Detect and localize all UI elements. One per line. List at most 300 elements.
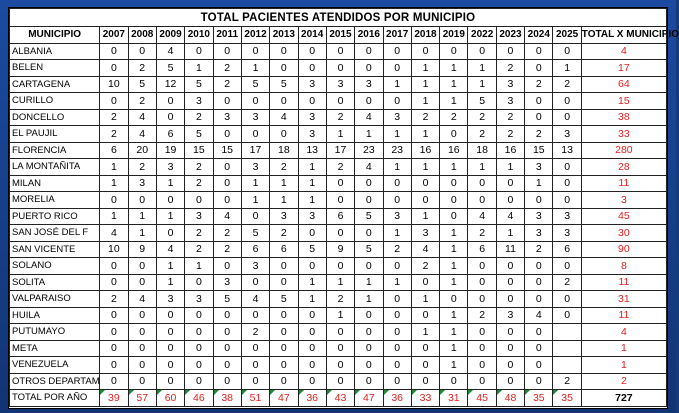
year-value-cell[interactable]: 0	[525, 258, 553, 275]
year-value-cell[interactable]: 2	[525, 241, 553, 258]
year-value-cell[interactable]: 0	[525, 93, 553, 110]
year-value-cell[interactable]: 6	[241, 241, 269, 258]
year-value-cell[interactable]: 0	[298, 373, 326, 390]
year-value-cell[interactable]: 0	[411, 192, 439, 209]
year-value-cell[interactable]: 1	[298, 192, 326, 209]
year-value-cell[interactable]: 0	[156, 93, 184, 110]
year-value-cell[interactable]: 0	[525, 373, 553, 390]
year-value-cell[interactable]: 0	[553, 93, 581, 110]
year-value-cell[interactable]: 2	[100, 126, 128, 143]
year-value-cell[interactable]: 0	[553, 109, 581, 126]
year-value-cell[interactable]: 1	[440, 76, 468, 93]
year-value-cell[interactable]: 0	[553, 307, 581, 324]
year-value-cell[interactable]: 0	[100, 373, 128, 390]
municipio-total-cell[interactable]: 4	[581, 324, 666, 341]
year-value-cell[interactable]: 0	[411, 175, 439, 192]
year-value-cell[interactable]: 0	[383, 43, 411, 60]
year-value-cell[interactable]: 3	[185, 291, 213, 308]
year-value-cell[interactable]: 1	[440, 225, 468, 242]
year-value-cell[interactable]: 0	[185, 340, 213, 357]
municipio-cell[interactable]: HUILA	[10, 307, 100, 324]
year-value-cell[interactable]: 0	[440, 192, 468, 209]
year-value-cell[interactable]: 3	[241, 159, 269, 176]
municipio-total-cell[interactable]: 8	[581, 258, 666, 275]
year-total-cell[interactable]: 39	[100, 390, 128, 407]
year-value-cell[interactable]: 1	[383, 76, 411, 93]
year-value-cell[interactable]: 0	[128, 340, 156, 357]
year-value-cell[interactable]: 0	[241, 373, 269, 390]
year-value-cell[interactable]: 6	[156, 126, 184, 143]
municipio-cell[interactable]: CURILLO	[10, 93, 100, 110]
year-value-cell[interactable]	[553, 324, 581, 341]
year-value-cell[interactable]: 0	[553, 291, 581, 308]
municipio-total-cell[interactable]: 1	[581, 340, 666, 357]
year-value-cell[interactable]: 4	[128, 109, 156, 126]
year-value-cell[interactable]: 4	[128, 126, 156, 143]
year-value-cell[interactable]: 3	[411, 225, 439, 242]
year-value-cell[interactable]: 0	[468, 340, 496, 357]
year-value-cell[interactable]: 1	[128, 208, 156, 225]
year-value-cell[interactable]: 0	[213, 43, 241, 60]
year-value-cell[interactable]: 20	[128, 142, 156, 159]
year-value-cell[interactable]: 1	[496, 159, 524, 176]
year-value-cell[interactable]: 0	[326, 93, 354, 110]
year-value-cell[interactable]: 3	[213, 109, 241, 126]
municipio-total-cell[interactable]: 15	[581, 93, 666, 110]
year-value-cell[interactable]: 0	[326, 175, 354, 192]
column-header-year[interactable]: 2024	[525, 27, 553, 44]
year-value-cell[interactable]: 0	[525, 192, 553, 209]
year-value-cell[interactable]: 2	[326, 159, 354, 176]
year-value-cell[interactable]: 1	[156, 274, 184, 291]
year-total-cell[interactable]: 47	[270, 390, 298, 407]
year-value-cell[interactable]: 1	[468, 159, 496, 176]
column-header-year[interactable]: 2023	[496, 27, 524, 44]
year-value-cell[interactable]: 0	[326, 60, 354, 77]
year-value-cell[interactable]: 0	[440, 126, 468, 143]
year-value-cell[interactable]: 0	[185, 324, 213, 341]
year-value-cell[interactable]: 1	[100, 208, 128, 225]
year-value-cell[interactable]: 2	[496, 60, 524, 77]
year-value-cell[interactable]: 5	[213, 291, 241, 308]
year-value-cell[interactable]: 0	[241, 43, 269, 60]
year-value-cell[interactable]: 0	[128, 258, 156, 275]
year-total-cell[interactable]: 43	[326, 390, 354, 407]
year-value-cell[interactable]: 0	[326, 340, 354, 357]
year-value-cell[interactable]: 5	[128, 76, 156, 93]
year-value-cell[interactable]: 13	[298, 142, 326, 159]
year-value-cell[interactable]: 0	[496, 373, 524, 390]
year-value-cell[interactable]: 0	[525, 291, 553, 308]
year-value-cell[interactable]: 2	[213, 241, 241, 258]
year-value-cell[interactable]: 0	[185, 357, 213, 374]
year-value-cell[interactable]: 2	[553, 373, 581, 390]
year-value-cell[interactable]: 2	[496, 126, 524, 143]
year-value-cell[interactable]: 5	[270, 291, 298, 308]
year-total-cell[interactable]: 38	[213, 390, 241, 407]
year-value-cell[interactable]: 3	[185, 208, 213, 225]
year-value-cell[interactable]: 1	[440, 60, 468, 77]
year-value-cell[interactable]: 1	[440, 357, 468, 374]
year-value-cell[interactable]: 5	[185, 126, 213, 143]
year-value-cell[interactable]: 15	[185, 142, 213, 159]
year-value-cell[interactable]: 0	[355, 357, 383, 374]
year-value-cell[interactable]: 4	[156, 43, 184, 60]
year-value-cell[interactable]: 3	[241, 109, 269, 126]
year-value-cell[interactable]: 6	[553, 241, 581, 258]
year-value-cell[interactable]: 0	[383, 357, 411, 374]
year-total-cell[interactable]: 60	[156, 390, 184, 407]
year-value-cell[interactable]: 3	[156, 291, 184, 308]
year-value-cell[interactable]: 3	[156, 159, 184, 176]
year-value-cell[interactable]: 2	[553, 274, 581, 291]
year-value-cell[interactable]: 0	[525, 340, 553, 357]
year-value-cell[interactable]: 0	[383, 373, 411, 390]
year-value-cell[interactable]: 5	[355, 208, 383, 225]
year-value-cell[interactable]: 0	[553, 258, 581, 275]
year-value-cell[interactable]: 3	[185, 93, 213, 110]
year-value-cell[interactable]: 0	[270, 274, 298, 291]
year-value-cell[interactable]: 0	[383, 307, 411, 324]
year-value-cell[interactable]: 1	[298, 175, 326, 192]
year-value-cell[interactable]: 23	[383, 142, 411, 159]
year-value-cell[interactable]: 0	[270, 60, 298, 77]
year-value-cell[interactable]: 0	[355, 192, 383, 209]
column-header-year[interactable]: 2013	[270, 27, 298, 44]
year-total-cell[interactable]: 48	[496, 390, 524, 407]
year-value-cell[interactable]: 0	[213, 357, 241, 374]
year-value-cell[interactable]: 1	[326, 126, 354, 143]
year-value-cell[interactable]: 1	[440, 307, 468, 324]
column-header-year[interactable]: 2015	[326, 27, 354, 44]
year-value-cell[interactable]: 1	[270, 192, 298, 209]
year-value-cell[interactable]: 0	[185, 274, 213, 291]
year-value-cell[interactable]: 1	[156, 208, 184, 225]
year-value-cell[interactable]: 0	[383, 192, 411, 209]
year-value-cell[interactable]: 0	[525, 109, 553, 126]
year-value-cell[interactable]: 3	[553, 225, 581, 242]
year-value-cell[interactable]: 2	[383, 241, 411, 258]
year-value-cell[interactable]: 0	[411, 357, 439, 374]
year-value-cell[interactable]: 1	[411, 159, 439, 176]
grand-total-cell[interactable]: 727	[581, 390, 666, 407]
year-value-cell[interactable]: 4	[100, 225, 128, 242]
year-value-cell[interactable]: 2	[185, 241, 213, 258]
column-header-year[interactable]: 2025	[553, 27, 581, 44]
year-value-cell[interactable]: 2	[326, 109, 354, 126]
year-value-cell[interactable]: 3	[298, 76, 326, 93]
municipio-total-cell[interactable]: 38	[581, 109, 666, 126]
year-value-cell[interactable]: 0	[525, 357, 553, 374]
year-value-cell[interactable]: 0	[496, 340, 524, 357]
year-value-cell[interactable]: 17	[241, 142, 269, 159]
year-value-cell[interactable]: 18	[270, 142, 298, 159]
year-value-cell[interactable]: 0	[270, 258, 298, 275]
year-value-cell[interactable]: 9	[326, 241, 354, 258]
year-value-cell[interactable]: 0	[440, 291, 468, 308]
year-total-cell[interactable]: 47	[355, 390, 383, 407]
year-value-cell[interactable]: 1	[100, 159, 128, 176]
year-value-cell[interactable]: 3	[496, 76, 524, 93]
year-value-cell[interactable]: 19	[156, 142, 184, 159]
municipio-total-cell[interactable]: 33	[581, 126, 666, 143]
year-value-cell[interactable]: 0	[553, 43, 581, 60]
year-value-cell[interactable]: 15	[213, 142, 241, 159]
year-value-cell[interactable]: 0	[156, 192, 184, 209]
year-value-cell[interactable]: 0	[468, 324, 496, 341]
year-value-cell[interactable]: 0	[270, 340, 298, 357]
year-value-cell[interactable]: 23	[355, 142, 383, 159]
year-value-cell[interactable]: 0	[525, 274, 553, 291]
year-value-cell[interactable]: 1	[411, 93, 439, 110]
year-value-cell[interactable]: 0	[496, 291, 524, 308]
year-value-cell[interactable]: 0	[270, 373, 298, 390]
year-value-cell[interactable]: 3	[298, 126, 326, 143]
year-value-cell[interactable]: 1	[185, 60, 213, 77]
year-total-cell[interactable]: 36	[383, 390, 411, 407]
municipio-cell[interactable]: CARTAGENA	[10, 76, 100, 93]
year-value-cell[interactable]: 0	[156, 373, 184, 390]
municipio-cell[interactable]: LA MONTAÑITA	[10, 159, 100, 176]
year-total-cell[interactable]: 35	[553, 390, 581, 407]
year-value-cell[interactable]	[553, 357, 581, 374]
year-value-cell[interactable]: 2	[128, 159, 156, 176]
year-total-cell[interactable]: 57	[128, 390, 156, 407]
year-value-cell[interactable]: 3	[383, 208, 411, 225]
year-value-cell[interactable]: 0	[156, 225, 184, 242]
year-value-cell[interactable]: 2	[185, 225, 213, 242]
year-value-cell[interactable]: 2	[468, 109, 496, 126]
year-value-cell[interactable]: 5	[468, 93, 496, 110]
year-value-cell[interactable]: 0	[355, 43, 383, 60]
year-value-cell[interactable]: 1	[383, 225, 411, 242]
municipio-cell[interactable]: PUERTO RICO	[10, 208, 100, 225]
municipio-total-cell[interactable]: 64	[581, 76, 666, 93]
year-value-cell[interactable]: 0	[383, 258, 411, 275]
year-value-cell[interactable]: 0	[128, 274, 156, 291]
year-value-cell[interactable]: 5	[355, 241, 383, 258]
year-value-cell[interactable]: 0	[383, 175, 411, 192]
year-total-cell[interactable]: 36	[298, 390, 326, 407]
municipio-cell[interactable]: OTROS DEPARTAM	[10, 373, 100, 390]
year-value-cell[interactable]: 2	[213, 60, 241, 77]
year-value-cell[interactable]: 1	[440, 93, 468, 110]
year-value-cell[interactable]: 1	[440, 274, 468, 291]
year-value-cell[interactable]: 0	[128, 324, 156, 341]
year-value-cell[interactable]: 0	[100, 93, 128, 110]
year-value-cell[interactable]: 13	[553, 142, 581, 159]
municipio-cell[interactable]: MORELIA	[10, 192, 100, 209]
year-value-cell[interactable]: 0	[100, 357, 128, 374]
year-value-cell[interactable]: 3	[525, 208, 553, 225]
municipio-total-cell[interactable]: 11	[581, 175, 666, 192]
column-header-year[interactable]: 2007	[100, 27, 128, 44]
year-value-cell[interactable]: 0	[241, 340, 269, 357]
column-header-total[interactable]: TOTAL X MUNICIPIO	[581, 27, 666, 44]
year-total-cell[interactable]: 46	[185, 390, 213, 407]
year-value-cell[interactable]: 0	[100, 258, 128, 275]
year-value-cell[interactable]: 0	[496, 43, 524, 60]
municipio-cell[interactable]: SAN JOSÉ DEL F	[10, 225, 100, 242]
year-value-cell[interactable]: 0	[270, 126, 298, 143]
year-value-cell[interactable]: 0	[270, 43, 298, 60]
year-value-cell[interactable]: 0	[100, 274, 128, 291]
year-value-cell[interactable]: 0	[326, 324, 354, 341]
year-value-cell[interactable]: 1	[298, 274, 326, 291]
year-value-cell[interactable]: 0	[213, 175, 241, 192]
municipio-total-cell[interactable]: 11	[581, 274, 666, 291]
year-value-cell[interactable]: 1	[355, 126, 383, 143]
year-value-cell[interactable]: 0	[468, 192, 496, 209]
year-value-cell[interactable]: 0	[270, 324, 298, 341]
column-header-year[interactable]: 2010	[185, 27, 213, 44]
year-value-cell[interactable]: 3	[270, 208, 298, 225]
column-header-year[interactable]: 2016	[355, 27, 383, 44]
year-total-cell[interactable]: 35	[525, 390, 553, 407]
year-value-cell[interactable]: 0	[440, 208, 468, 225]
year-value-cell[interactable]: 0	[411, 43, 439, 60]
municipio-cell[interactable]: VALPARAISO	[10, 291, 100, 308]
year-value-cell[interactable]: 2	[241, 324, 269, 341]
year-value-cell[interactable]: 2	[128, 93, 156, 110]
year-value-cell[interactable]: 18	[468, 142, 496, 159]
year-value-cell[interactable]: 5	[156, 60, 184, 77]
year-value-cell[interactable]: 2	[553, 76, 581, 93]
year-value-cell[interactable]: 1	[156, 175, 184, 192]
year-value-cell[interactable]: 0	[468, 291, 496, 308]
column-header-year[interactable]: 2012	[241, 27, 269, 44]
year-value-cell[interactable]: 0	[185, 373, 213, 390]
year-value-cell[interactable]: 4	[355, 109, 383, 126]
year-value-cell[interactable]: 4	[156, 241, 184, 258]
year-value-cell[interactable]: 4	[213, 208, 241, 225]
municipio-cell[interactable]: ALBANIA	[10, 43, 100, 60]
municipio-total-cell[interactable]: 31	[581, 291, 666, 308]
year-value-cell[interactable]: 1	[241, 175, 269, 192]
year-value-cell[interactable]: 0	[553, 192, 581, 209]
year-value-cell[interactable]: 1	[185, 258, 213, 275]
year-value-cell[interactable]: 2	[326, 291, 354, 308]
year-value-cell[interactable]: 0	[241, 208, 269, 225]
year-value-cell[interactable]: 1	[553, 60, 581, 77]
year-value-cell[interactable]: 2	[128, 60, 156, 77]
year-value-cell[interactable]: 5	[270, 76, 298, 93]
year-value-cell[interactable]: 2	[270, 159, 298, 176]
year-value-cell[interactable]: 0	[128, 307, 156, 324]
year-value-cell[interactable]: 2	[468, 126, 496, 143]
year-value-cell[interactable]: 0	[213, 340, 241, 357]
year-value-cell[interactable]: 0	[468, 373, 496, 390]
year-value-cell[interactable]: 3	[553, 208, 581, 225]
year-value-cell[interactable]: 0	[185, 307, 213, 324]
year-value-cell[interactable]: 9	[128, 241, 156, 258]
year-value-cell[interactable]: 1	[298, 159, 326, 176]
year-value-cell[interactable]: 2	[185, 109, 213, 126]
year-value-cell[interactable]: 2	[525, 76, 553, 93]
year-value-cell[interactable]: 0	[156, 357, 184, 374]
year-value-cell[interactable]: 0	[298, 258, 326, 275]
year-value-cell[interactable]: 0	[355, 60, 383, 77]
year-value-cell[interactable]: 1	[383, 126, 411, 143]
year-value-cell[interactable]: 0	[156, 307, 184, 324]
year-value-cell[interactable]: 1	[411, 126, 439, 143]
year-value-cell[interactable]: 1	[411, 76, 439, 93]
year-total-cell[interactable]: 31	[440, 390, 468, 407]
year-value-cell[interactable]: 1	[383, 159, 411, 176]
year-value-cell[interactable]: 0	[440, 43, 468, 60]
year-value-cell[interactable]: 5	[185, 76, 213, 93]
year-value-cell[interactable]: 0	[213, 126, 241, 143]
year-value-cell[interactable]: 5	[241, 225, 269, 242]
year-value-cell[interactable]: 0	[128, 43, 156, 60]
year-value-cell[interactable]: 0	[100, 307, 128, 324]
year-value-cell[interactable]: 1	[411, 324, 439, 341]
year-value-cell[interactable]: 0	[100, 60, 128, 77]
year-value-cell[interactable]: 0	[440, 373, 468, 390]
municipio-cell[interactable]: SOLITA	[10, 274, 100, 291]
year-value-cell[interactable]: 0	[383, 291, 411, 308]
year-value-cell[interactable]: 0	[411, 373, 439, 390]
municipio-cell[interactable]: EL PAUJIL	[10, 126, 100, 143]
year-value-cell[interactable]: 0	[213, 258, 241, 275]
year-value-cell[interactable]: 5	[241, 76, 269, 93]
year-value-cell[interactable]: 1	[468, 60, 496, 77]
year-value-cell[interactable]: 0	[156, 109, 184, 126]
year-value-cell[interactable]: 3	[525, 159, 553, 176]
year-value-cell[interactable]: 0	[383, 60, 411, 77]
year-value-cell[interactable]: 1	[326, 307, 354, 324]
year-value-cell[interactable]: 0	[128, 357, 156, 374]
year-value-cell[interactable]: 2	[185, 175, 213, 192]
year-value-cell[interactable]: 1	[440, 340, 468, 357]
column-header-year[interactable]: 2008	[128, 27, 156, 44]
municipio-cell[interactable]: SAN VICENTE	[10, 241, 100, 258]
year-value-cell[interactable]: 2	[213, 76, 241, 93]
year-value-cell[interactable]: 3	[128, 175, 156, 192]
year-value-cell[interactable]: 4	[355, 159, 383, 176]
year-value-cell[interactable]: 0	[496, 324, 524, 341]
year-value-cell[interactable]: 3	[298, 109, 326, 126]
year-value-cell[interactable]: 4	[241, 291, 269, 308]
year-value-cell[interactable]: 0	[525, 60, 553, 77]
year-value-cell[interactable]: 0	[326, 357, 354, 374]
year-value-cell[interactable]: 0	[213, 192, 241, 209]
year-value-cell[interactable]: 1	[326, 274, 354, 291]
year-value-cell[interactable]: 0	[355, 307, 383, 324]
year-total-cell[interactable]: 33	[411, 390, 439, 407]
year-value-cell[interactable]: 0	[355, 324, 383, 341]
municipio-total-cell[interactable]: 1	[581, 357, 666, 374]
year-value-cell[interactable]: 0	[411, 340, 439, 357]
municipio-cell[interactable]: DONCELLO	[10, 109, 100, 126]
year-value-cell[interactable]: 1	[298, 291, 326, 308]
year-value-cell[interactable]: 1	[156, 258, 184, 275]
year-value-cell[interactable]: 2	[270, 225, 298, 242]
year-value-cell[interactable]: 3	[383, 109, 411, 126]
year-value-cell[interactable]: 0	[213, 159, 241, 176]
year-value-cell[interactable]: 0	[213, 324, 241, 341]
municipio-total-cell[interactable]: 280	[581, 142, 666, 159]
year-value-cell[interactable]: 0	[326, 225, 354, 242]
municipio-total-cell[interactable]: 4	[581, 43, 666, 60]
municipio-cell[interactable]: MILAN	[10, 175, 100, 192]
year-value-cell[interactable]: 0	[411, 274, 439, 291]
year-value-cell[interactable]: 15	[525, 142, 553, 159]
year-value-cell[interactable]: 4	[525, 307, 553, 324]
year-value-cell[interactable]: 1	[440, 159, 468, 176]
year-value-cell[interactable]: 4	[468, 208, 496, 225]
year-value-cell[interactable]: 0	[326, 43, 354, 60]
